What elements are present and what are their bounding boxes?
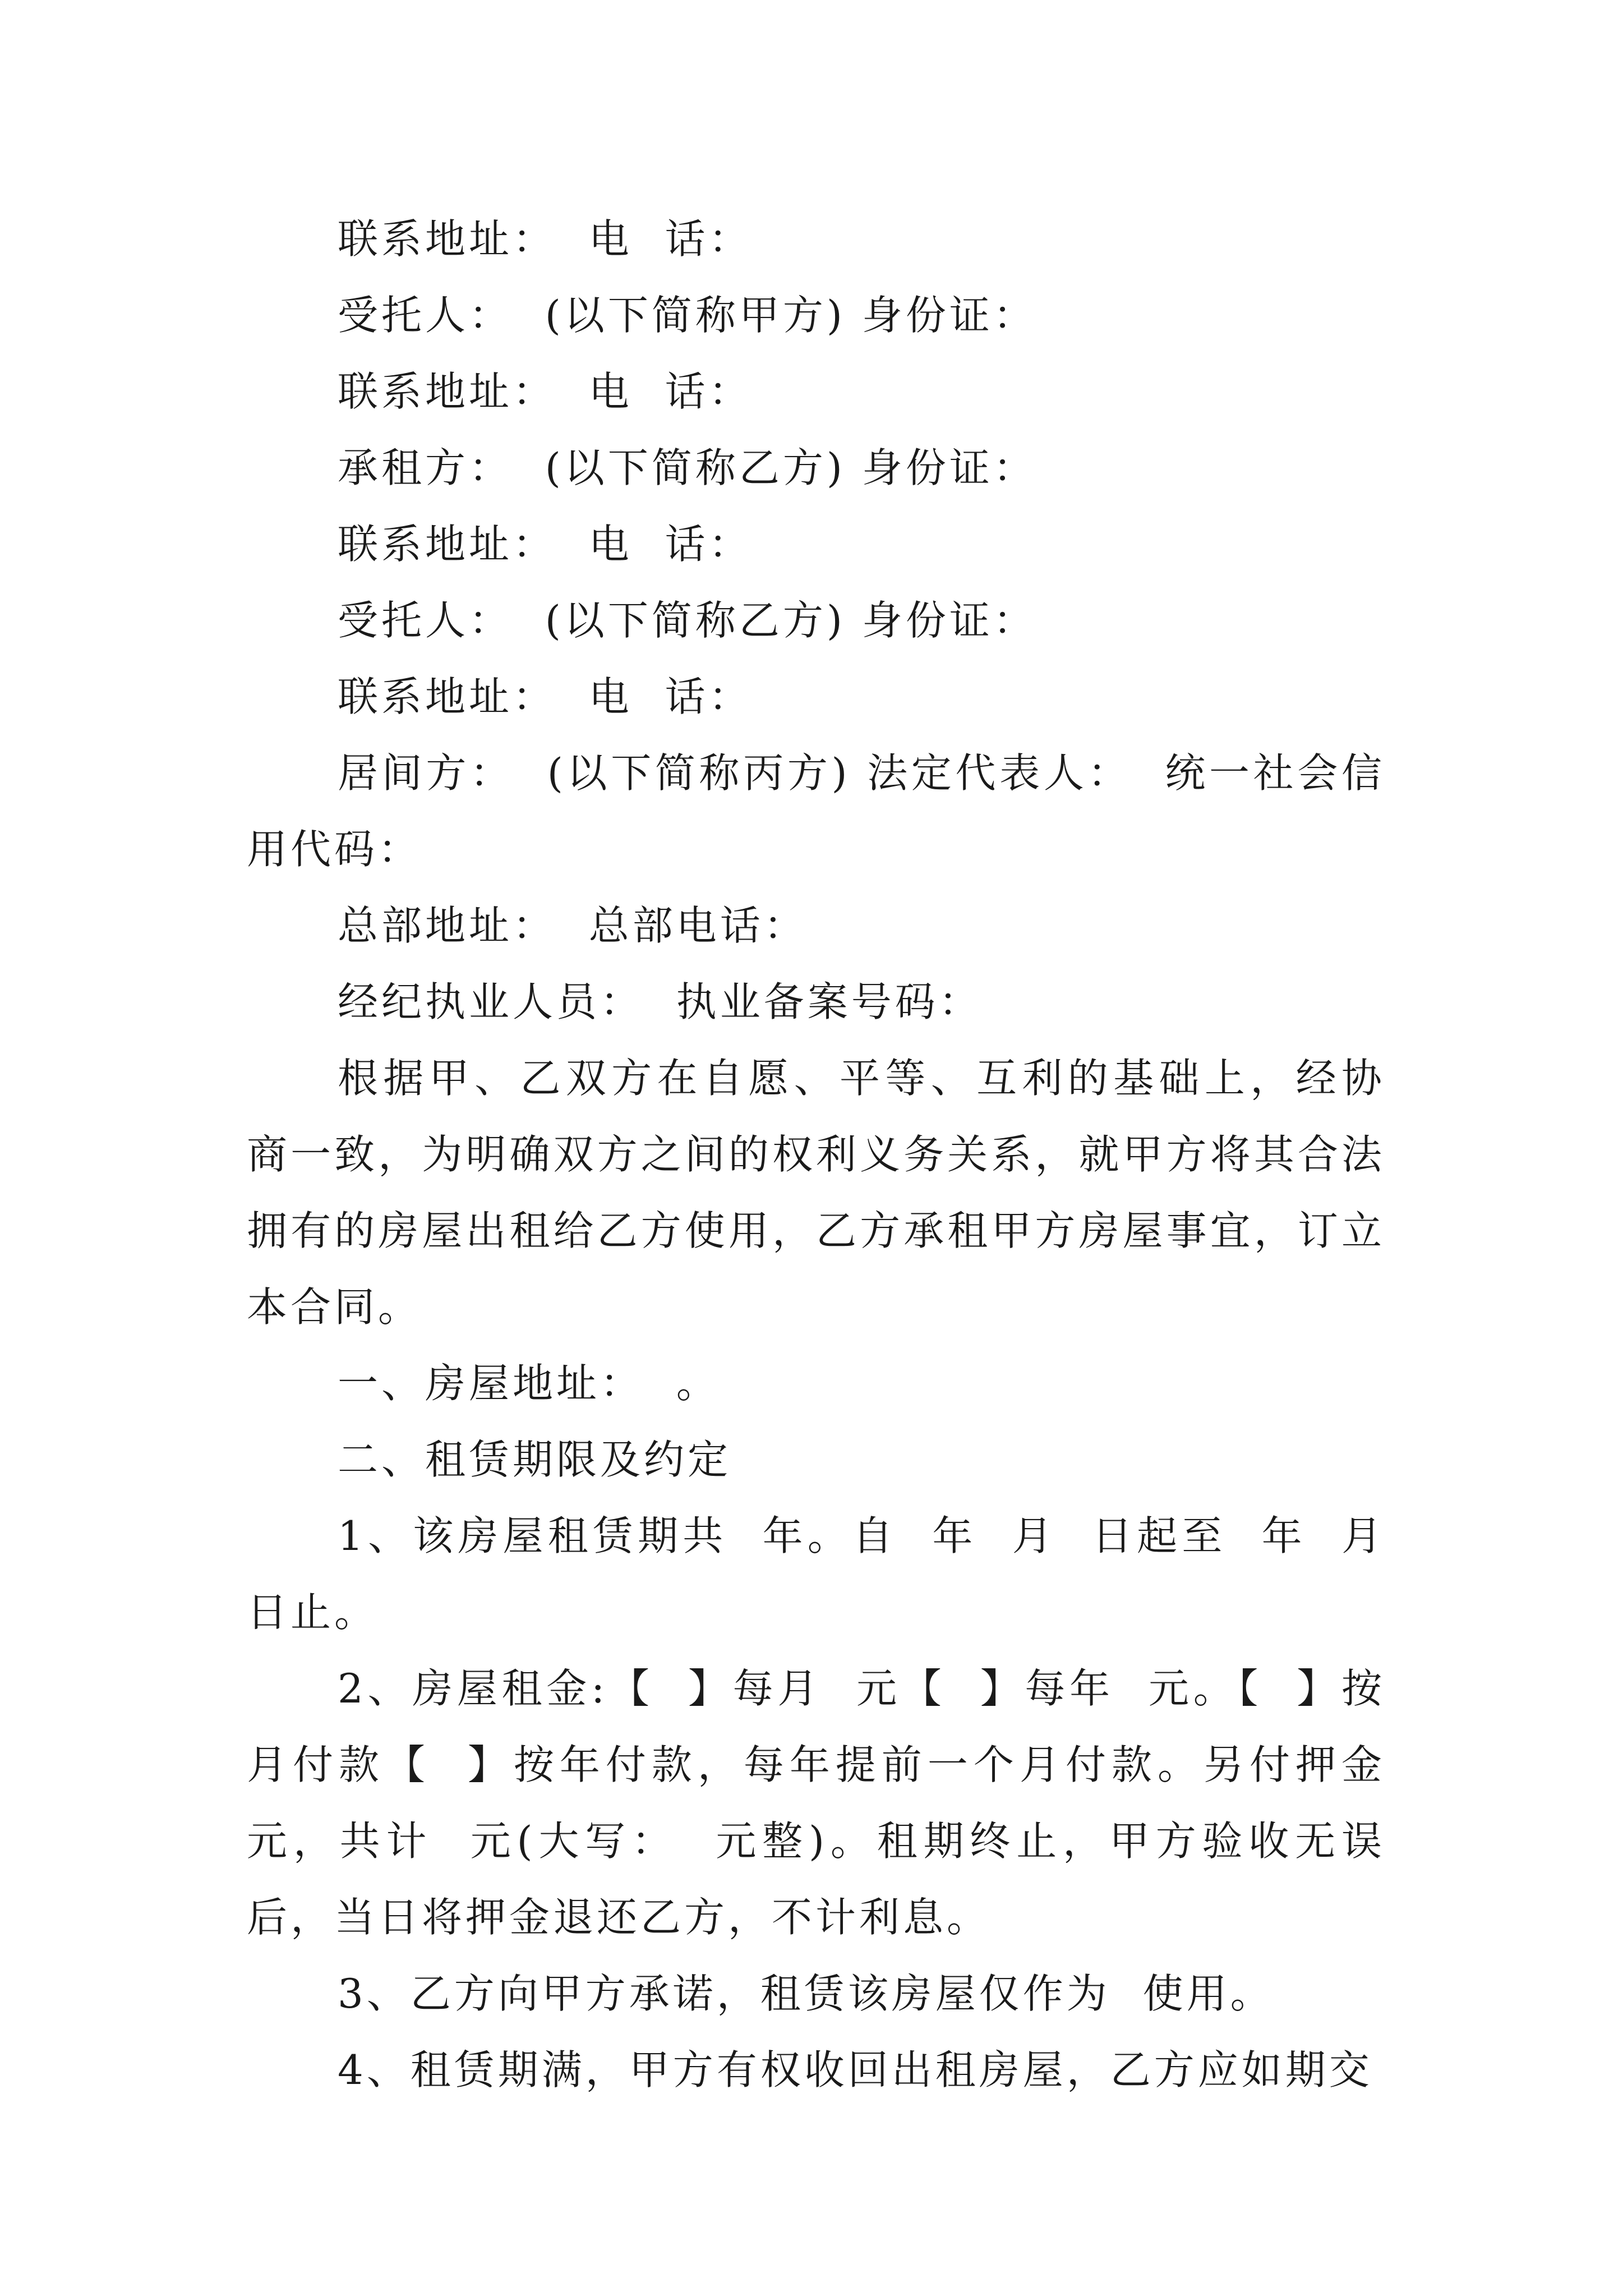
paragraph: 4、租赁期满，甲方有权收回出租房屋，乙方应如期交 <box>338 2046 1373 2093</box>
paragraph: 经纪执业人员： 执业备案号码： <box>338 978 983 1025</box>
paragraph: 1、该房屋租赁期共 年。自 年 月 日起至 年 月 日止。 <box>247 1512 1418 1636</box>
paragraph: 联系地址： 电 话： <box>338 215 753 263</box>
paragraph: 联系地址： 电 话： <box>338 673 753 720</box>
document-body <box>247 201 1418 2108</box>
paragraph: 联系地址： 电 话： <box>338 521 753 568</box>
paragraph: 一、房屋地址： 。 <box>338 1360 720 1407</box>
paragraph: 总部地址： 总部电话： <box>338 902 808 949</box>
paragraph: 受托人： (以下简称甲方) 身份证： <box>338 292 1037 339</box>
paragraph: 承租方： (以下简称乙方) 身份证： <box>338 444 1037 491</box>
paragraph: 3、乙方向甲方承诺，租赁该房屋仅作为 使用。 <box>338 1970 1274 2017</box>
paragraph: 居间方： (以下简称丙方) 法定代表人： 统一社会信用代码： <box>247 749 1385 873</box>
paragraph: 受托人： (以下简称乙方) 身份证： <box>338 597 1037 644</box>
paragraph: 2、房屋租金:【 】每月 元【 】每年 元。【 】按月付款【 】按年付款，每年提前一个月付款。另付押金 元，共计 元(大写： 元整)。租期终止，甲方验收无误后，当日将押金退还乙方，不计利息。 <box>247 1665 1418 1941</box>
paragraph: 联系地址： 电 话： <box>338 368 753 415</box>
paragraph: 根据甲、乙双方在自愿、平等、互利的基础上，经协商一致，为明确双方之间的权利义务关系，就甲方将其合法拥有的房屋出租给乙方使用，乙方承租甲方房屋事宜，订立本合同。 <box>247 1055 1385 1331</box>
paragraph: 二、租赁期限及约定 <box>338 1436 732 1483</box>
